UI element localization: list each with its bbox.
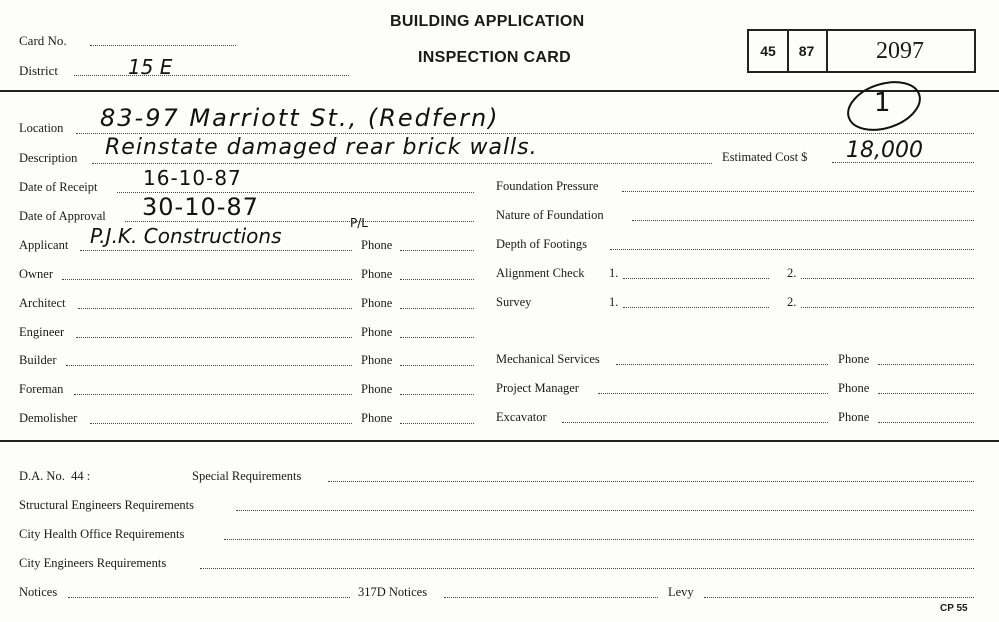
district-label: District [19,63,58,78]
card-box-b: 87 [787,29,828,73]
location-label: Location [19,121,64,135]
form-code: CP 55 [940,603,968,614]
foreman-phone-field[interactable] [400,394,474,395]
architect-field[interactable] [78,308,352,309]
description-label: Description [19,151,78,165]
description-value: Reinstate damaged rear brick walls. [105,135,538,160]
circled-mark-value: 1 [874,88,891,118]
applicant-note: P/L [350,216,368,230]
foreman-label: Foreman [19,382,64,396]
description-field[interactable] [92,163,712,164]
structural-requirements-label: Structural Engineers Requirements [19,498,194,512]
estimated-cost-value: 18,000 [846,138,923,163]
date-approval-label: Date of Approval [19,209,106,223]
engineer-field[interactable] [76,337,352,338]
mechanical-phone-label: Phone [838,352,870,366]
levy-field[interactable] [704,597,974,598]
demolisher-label: Demolisher [19,411,78,425]
card-no-field[interactable] [90,45,236,46]
depth-footings-label: Depth of Footings [496,237,587,251]
excavator-label: Excavator [496,410,547,424]
mechanical-services-label: Mechanical Services [496,352,600,366]
owner-phone-label: Phone [361,267,393,281]
survey-field-2[interactable] [801,307,974,308]
builder-phone-label: Phone [361,353,393,367]
special-requirements-label: Special Requirements [192,469,302,483]
foreman-phone-label: Phone [361,382,393,396]
nature-foundation-field[interactable] [632,220,974,221]
structural-requirements-field[interactable] [236,510,974,511]
health-requirements-field[interactable] [224,539,974,540]
project-manager-field[interactable] [598,393,828,394]
footer-divider [0,440,999,442]
applicant-phone-field[interactable] [400,250,474,251]
notices-field[interactable] [68,597,350,598]
excavator-field[interactable] [562,422,828,423]
da-no-label: D.A. No. 44 : [19,469,91,483]
foundation-pressure-label: Foundation Pressure [496,179,599,193]
card-box-a: 45 [747,29,789,73]
survey-label: Survey [496,295,532,309]
city-engineers-field[interactable] [200,568,974,569]
depth-footings-field[interactable] [610,249,974,250]
excavator-phone-field[interactable] [878,422,974,423]
survey-field-1[interactable] [623,307,769,308]
title-line-1: BUILDING APPLICATION [390,13,585,30]
demolisher-field[interactable] [90,423,352,424]
architect-label: Architect [19,296,66,310]
applicant-value: P.J.K. Constructions [90,224,282,248]
levy-label: Levy [668,585,694,599]
mechanical-services-field[interactable] [616,364,828,365]
alignment-check-label: Alignment Check [496,266,585,280]
date-approval-value: 30-10-87 [142,193,259,221]
card-no-label: Card No. [19,33,67,48]
district-field[interactable] [74,75,349,76]
architect-phone-label: Phone [361,296,393,310]
foreman-field[interactable] [74,394,352,395]
project-manager-phone-field[interactable] [878,393,974,394]
location-value: 83-97 Marriott St., (Redfern) [100,104,500,132]
title-line-2: INSPECTION CARD [418,49,571,66]
builder-label: Builder [19,353,57,367]
engineer-phone-label: Phone [361,325,393,339]
applicant-field[interactable] [80,250,352,251]
notices-317d-field[interactable] [444,597,658,598]
applicant-label: Applicant [19,238,69,252]
date-receipt-label: Date of Receipt [19,180,98,194]
survey-num-2: 2. [787,295,797,309]
owner-field[interactable] [62,279,352,280]
excavator-phone-label: Phone [838,410,870,424]
survey-num-1: 1. [609,295,619,309]
engineer-phone-field[interactable] [400,337,474,338]
owner-label: Owner [19,267,54,281]
demolisher-phone-label: Phone [361,411,393,425]
nature-foundation-label: Nature of Foundation [496,208,604,222]
estimated-cost-label: Estimated Cost $ [722,150,808,164]
owner-phone-field[interactable] [400,279,474,280]
builder-phone-field[interactable] [400,365,474,366]
project-manager-phone-label: Phone [838,381,870,395]
applicant-phone-label: Phone [361,238,393,252]
special-requirements-field[interactable] [328,481,974,482]
district-value: 15 E [128,55,173,79]
alignment-check-num-1: 1. [609,266,619,280]
date-approval-field[interactable] [125,221,474,222]
alignment-check-field-2[interactable] [801,278,974,279]
mechanical-phone-field[interactable] [878,364,974,365]
alignment-check-field-1[interactable] [623,278,769,279]
card-number: 2097 [826,29,976,73]
architect-phone-field[interactable] [400,308,474,309]
notices-label: Notices [19,585,58,599]
notices-317d-label: 317D Notices [358,585,428,599]
date-receipt-value: 16-10-87 [143,166,242,190]
foundation-pressure-field[interactable] [622,191,974,192]
location-field[interactable] [76,133,974,134]
project-manager-label: Project Manager [496,381,579,395]
builder-field[interactable] [66,365,352,366]
demolisher-phone-field[interactable] [400,423,474,424]
health-requirements-label: City Health Office Requirements [19,527,185,541]
engineer-label: Engineer [19,325,65,339]
alignment-check-num-2: 2. [787,266,797,280]
city-engineers-label: City Engineers Requirements [19,556,167,570]
